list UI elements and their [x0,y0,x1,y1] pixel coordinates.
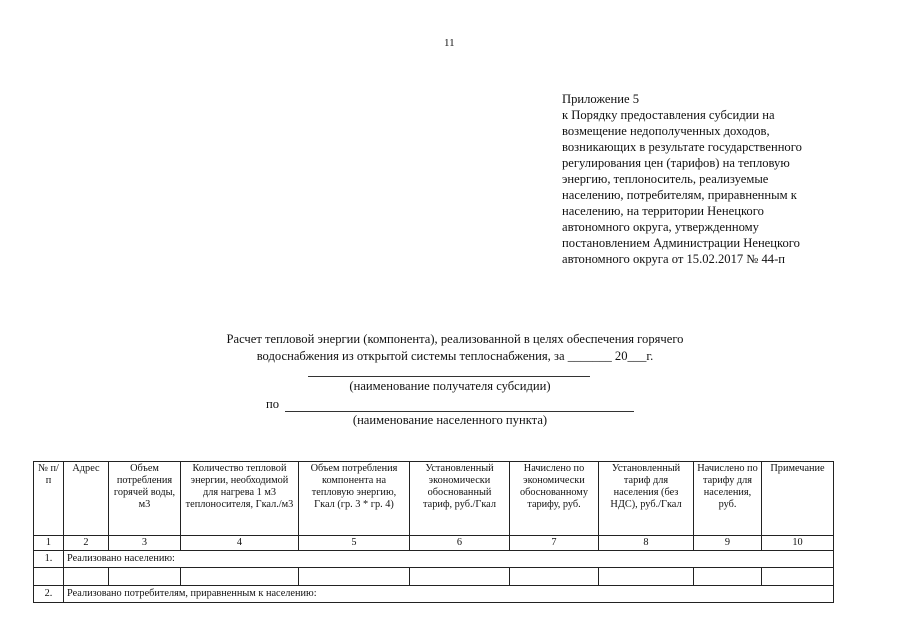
table-cell [64,568,109,586]
locality-caption: (наименование населенного пункта) [352,413,548,427]
page-number: 11 [444,37,455,49]
table-cell [410,568,510,586]
col-header: № п/п [34,462,64,536]
section-row [34,551,834,568]
table-cell [299,568,410,586]
column-number: 1 [34,536,64,551]
col-header: Примечание [762,462,834,536]
appendix-line: возмещение недополученных доходов, [562,124,770,138]
column-number-row [34,536,834,551]
appendix-line: к Порядку предоставления субсидии на [562,108,775,122]
recipient-underline [308,376,590,377]
appendix-line: постановлением Администрации Ненецкого [562,236,800,250]
appendix-line: энергию, теплоноситель, реализуемые [562,172,769,186]
table-row [34,568,834,586]
column-number: 9 [694,536,762,551]
table-cell [599,568,694,586]
section-label: Реализовано потребителям, приравненным к населению: [64,586,834,603]
appendix-line: возникающих в результате государственного [562,140,802,154]
po-label: по [266,397,280,411]
appendix-line: автономного округа от 15.02.2017 № 44-п [562,252,785,266]
col-header: Количество тепловой энергии, необходимой для нагрева 1 м3 теплоносителя, Гкал./м3 [181,462,299,536]
section-number: 1. [34,551,64,568]
calculation-table [33,461,834,603]
table-cell [109,568,181,586]
column-number: 4 [181,536,299,551]
column-number: 5 [299,536,410,551]
appendix-line: автономного округа, утвержденному [562,220,759,234]
column-number: 8 [599,536,694,551]
column-number: 2 [64,536,109,551]
table-cell [762,568,834,586]
col-header: Установленный тариф для населения (без НДС), руб./Гкал [599,462,694,536]
locality-underline [285,411,634,412]
table-cell [181,568,299,586]
title-line-2: водоснабжения из открытой системы теплоснабжения, за _______ 20___г. [256,349,654,363]
section-label: Реализовано населению: [64,551,834,568]
column-number: 6 [410,536,510,551]
appendix-line: регулирования цен (тарифов) на тепловую [562,156,790,170]
section-row [34,586,834,603]
col-header: Установленный экономически обоснованный тариф, руб./Гкал [410,462,510,536]
col-header: Объем потребления горячей воды, м3 [109,462,181,536]
col-header: Адрес [64,462,109,536]
section-number: 2. [34,586,64,603]
title-line-1: Расчет тепловой энергии (компонента), реализованной в целях обеспечения горячего [226,332,684,346]
appendix-line: населению, потребителям, приравненным к [562,188,797,202]
header-row [34,462,834,536]
col-header: Начислено по экономически обоснованному тарифу, руб. [510,462,599,536]
appendix-line: Приложение 5 [562,92,640,106]
document-title [120,331,790,365]
column-number: 3 [109,536,181,551]
col-header: Объем потребления компонента на тепловую энергию, Гкал (гр. 3 * гр. 4) [299,462,410,536]
appendix-line: населению, на территории Ненецкого [562,204,764,218]
col-header: Начислено по тарифу для населения, руб. [694,462,762,536]
column-number: 10 [762,536,834,551]
table-cell [34,568,64,586]
appendix-note [562,91,862,267]
recipient-caption: (наименование получателя субсидии) [349,379,551,393]
table-cell [510,568,599,586]
table-cell [694,568,762,586]
column-number: 7 [510,536,599,551]
